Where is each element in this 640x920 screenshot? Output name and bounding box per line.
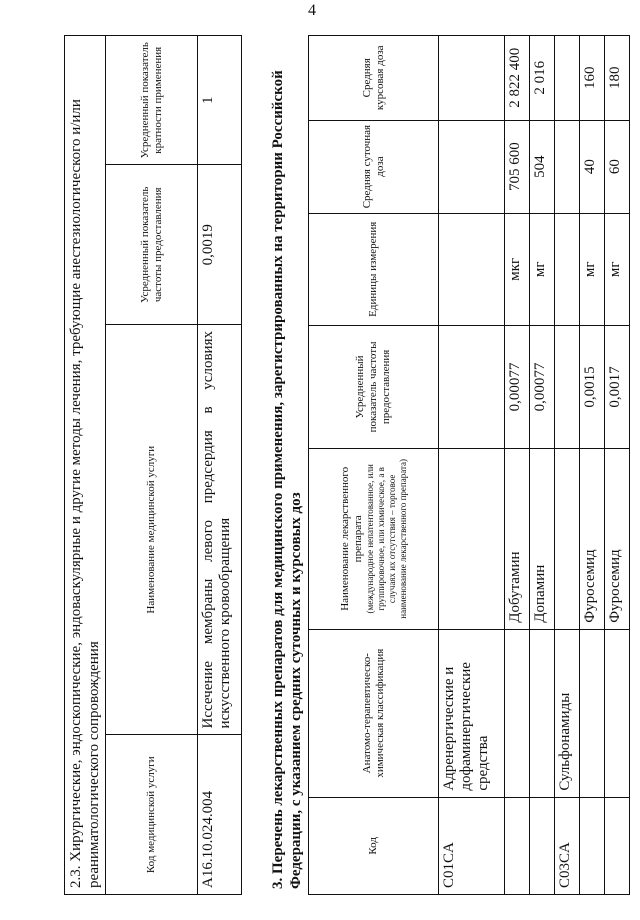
- table-row: [198, 36, 242, 895]
- drug-units: [439, 213, 505, 325]
- drugs-header-row: [309, 36, 439, 895]
- drug-code: [580, 797, 605, 894]
- header-drug-name: [309, 448, 439, 629]
- table-row: [439, 36, 505, 895]
- section-2-3-heading: [65, 36, 106, 895]
- drug-atc: [505, 629, 530, 797]
- table-row: [580, 36, 605, 895]
- drug-units: мг: [580, 213, 605, 325]
- drug-atc: [580, 629, 605, 797]
- header-units: Единицы измерения: [309, 213, 439, 325]
- header-service-code: Код медицинской услуги: [106, 735, 198, 895]
- drug-name: [555, 448, 580, 629]
- section-2-3: [64, 35, 242, 895]
- header-course-dose: Средняя курсовая доза: [309, 36, 439, 121]
- services-header-row: [106, 36, 198, 895]
- drug-frequency: 0,0015: [580, 325, 605, 448]
- drug-course-dose: 180: [605, 36, 630, 121]
- header-code: Код: [309, 797, 439, 894]
- section-3: [269, 35, 630, 895]
- section-2-3-number: 2.3.: [68, 865, 84, 888]
- header-drug-name-sub: (международное непатентованное, или группировочное, или химическое, а в случаях их отсутствия – торговое наименование лекарственного препарата): [364, 458, 408, 619]
- header-daily-dose: Средняя суточная доза: [309, 120, 439, 213]
- drug-units: [555, 213, 580, 325]
- drug-course-dose: [439, 36, 505, 121]
- section-3-number: 3.: [270, 877, 286, 889]
- page-number: 4: [308, 2, 316, 19]
- drug-code: C01CA: [439, 797, 505, 894]
- header-service-name: Наименование медицинской услуги: [106, 325, 198, 735]
- drug-frequency: 0,00077: [505, 325, 530, 448]
- service-frequency: 0,0019: [198, 165, 242, 325]
- drug-code: C03CA: [555, 797, 580, 894]
- drug-atc: Сульфонамиды: [555, 629, 580, 797]
- drug-code: [505, 797, 530, 894]
- drug-daily-dose: 40: [580, 120, 605, 213]
- drug-units: мг: [530, 213, 555, 325]
- table-row: [505, 36, 530, 895]
- section-3-title: Перечень лекарственных препаратов для медицинского применения, зарегистрированных на территории Российской Федерации, с указанием средних суточных и курсовых доз: [270, 70, 304, 889]
- table-row: [530, 36, 555, 895]
- header-drug-name-main: Наименование лекарственного препарата: [338, 466, 364, 611]
- drug-frequency: 0,0017: [605, 325, 630, 448]
- drug-daily-dose: [555, 120, 580, 213]
- header-atc: Анатомо-терапевтическо-химическая классификация: [309, 629, 439, 797]
- drug-name: Допамин: [530, 448, 555, 629]
- drug-code: [530, 797, 555, 894]
- drug-atc: [530, 629, 555, 797]
- drug-daily-dose: 705 600: [505, 120, 530, 213]
- service-code: A16.10.024.004: [198, 735, 242, 895]
- drug-code: [605, 797, 630, 894]
- service-name: Иссечение мембраны левого предсердия в условиях искусственного кровообращения: [198, 325, 242, 735]
- table-row: [605, 36, 630, 895]
- drug-daily-dose: 60: [605, 120, 630, 213]
- section-3-heading: [269, 35, 305, 895]
- drug-course-dose: [555, 36, 580, 121]
- header-frequency: Усредненный показатель частоты предоставления: [309, 325, 439, 448]
- drug-course-dose: 2 016: [530, 36, 555, 121]
- header-frequency: Усредненный показатель частоты предоставления: [106, 165, 198, 325]
- drug-units: мг: [605, 213, 630, 325]
- service-multiplicity: 1: [198, 36, 242, 165]
- drug-name: [439, 448, 505, 629]
- drug-name: Добутамин: [505, 448, 530, 629]
- drug-daily-dose: [439, 120, 505, 213]
- drug-course-dose: 160: [580, 36, 605, 121]
- header-multiplicity: Усредненный показатель кратности применения: [106, 36, 198, 165]
- drug-units: мкг: [505, 213, 530, 325]
- table-row: [555, 36, 580, 895]
- drug-name: Фуросемид: [605, 448, 630, 629]
- drug-daily-dose: 504: [530, 120, 555, 213]
- drugs-table: [308, 35, 630, 895]
- section-2-3-title-row: [65, 36, 106, 895]
- drug-frequency: [555, 325, 580, 448]
- drug-course-dose: 2 822 400: [505, 36, 530, 121]
- drug-atc: [605, 629, 630, 797]
- drug-frequency: [439, 325, 505, 448]
- drug-atc: Адренергические и дофаминергические средства: [439, 629, 505, 797]
- drug-frequency: 0,00077: [530, 325, 555, 448]
- section-2-3-title: Хирургические, эндоскопические, эндоваскулярные и другие методы лечения, требующие анестезиологического и/или реаниматологического сопровождения: [68, 99, 102, 888]
- rotated-content: [64, 15, 624, 895]
- drug-name: Фуросемид: [580, 448, 605, 629]
- services-table: [64, 35, 242, 895]
